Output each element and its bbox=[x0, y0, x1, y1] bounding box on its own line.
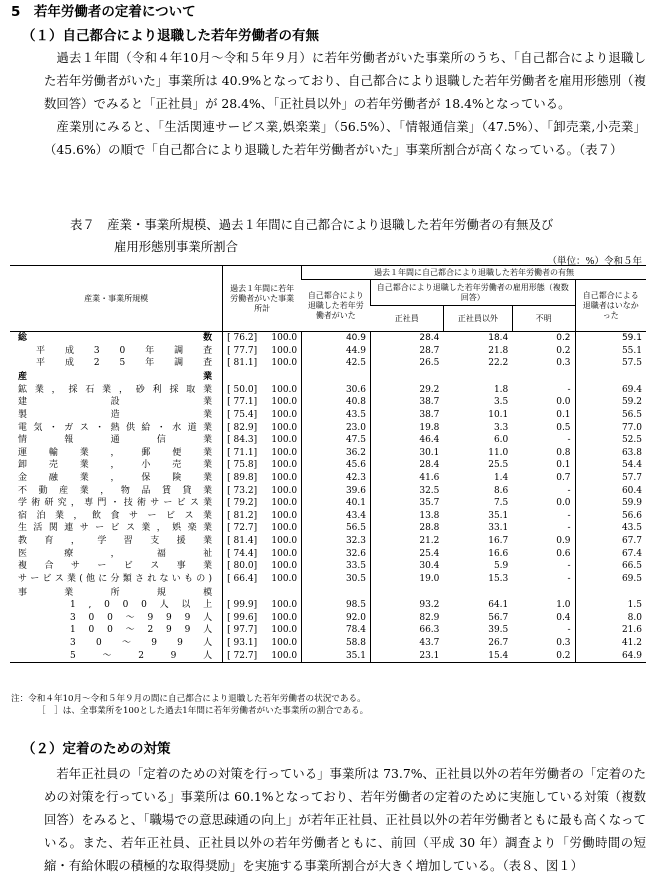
cell-total-value: 100.0 bbox=[271, 625, 298, 636]
cell-none: 57.5 bbox=[621, 358, 642, 369]
cell-total bbox=[223, 409, 302, 422]
cell-bracket: [ 81.1] bbox=[227, 358, 258, 369]
cell-total bbox=[223, 422, 302, 435]
cell-retired: 42.5 bbox=[302, 357, 371, 371]
cell-nonregular: 15.4 bbox=[443, 650, 512, 663]
cell-nonregular: 11.0 bbox=[488, 447, 509, 458]
cell-unknown: 1.0 bbox=[512, 599, 575, 612]
cell-nonregular: 5.9 bbox=[493, 561, 509, 572]
subsection-heading-2: （２）定着のための対策 bbox=[22, 741, 171, 757]
cell-total-value: 100.0 bbox=[271, 472, 298, 483]
cell-unknown: 0.3 bbox=[512, 637, 575, 650]
cell-total-value: 100.0 bbox=[271, 498, 298, 509]
cell-total-value: 100.0 bbox=[271, 561, 298, 572]
table-row bbox=[10, 447, 646, 460]
cell-regular: 35.7 bbox=[419, 498, 440, 509]
cell-unknown: 0.7 bbox=[512, 472, 575, 485]
cell-total-value: 100.0 bbox=[271, 447, 298, 458]
cell-nonregular: 7.5 bbox=[493, 498, 509, 509]
cell-total bbox=[223, 510, 302, 523]
header-nonregular: 正社員以外 bbox=[443, 306, 512, 332]
cell-retired: 33.5 bbox=[302, 560, 371, 573]
cell-total-value: 100.0 bbox=[271, 358, 298, 369]
cell-total bbox=[223, 650, 302, 663]
row-label: 教 育 ， 学 習 支 援 業 bbox=[10, 535, 223, 548]
cell-bracket: [ 66.4] bbox=[227, 573, 258, 584]
row-label: 1 , 0 0 0 人 以 上 bbox=[10, 599, 223, 612]
row-label: 電 気 ・ ガ ス ・ 熱 供 給 ・ 水 道 業 bbox=[10, 422, 223, 435]
cell-total bbox=[223, 624, 302, 637]
cell-regular: 25.4 bbox=[419, 548, 440, 559]
cell-regular: 41.6 bbox=[419, 472, 440, 483]
table-row bbox=[10, 548, 646, 561]
row-label: 3 0 0 ～ 9 9 9 人 bbox=[10, 612, 223, 625]
cell-nonregular: 8.6 bbox=[493, 485, 509, 496]
cell-total-value: 100.0 bbox=[271, 485, 298, 496]
paragraph-1 bbox=[44, 46, 646, 161]
cell-total-value: 100.0 bbox=[271, 460, 298, 471]
cell-unknown: - bbox=[512, 434, 575, 447]
cell-total-value: 100.0 bbox=[271, 638, 298, 649]
cell-retired: 58.8 bbox=[302, 637, 371, 650]
cell-total-value: 100.0 bbox=[271, 422, 298, 433]
cell-retired: 40.8 bbox=[302, 396, 371, 409]
cell-retired: 30.6 bbox=[302, 384, 371, 397]
cell-regular: 28.8 bbox=[419, 523, 440, 534]
subsection-heading-1: （１）自己都合により退職した若年労働者の有無 bbox=[22, 28, 319, 44]
cell-retired: 92.0 bbox=[302, 612, 371, 625]
cell-total-value: 100.0 bbox=[271, 548, 298, 559]
cell-bracket: [ 71.1] bbox=[227, 447, 258, 458]
table-row bbox=[10, 396, 646, 409]
table-row bbox=[10, 332, 646, 345]
cell-unknown: - bbox=[512, 573, 575, 587]
cell-total-value: 100.0 bbox=[271, 409, 298, 420]
cell-nonregular: 21.8 bbox=[488, 345, 509, 356]
cell-bracket: [ 75.8] bbox=[227, 460, 258, 471]
cell-unknown: - bbox=[512, 485, 575, 498]
cell-bracket: [ 80.0] bbox=[227, 561, 258, 572]
cell-regular: 28.4 bbox=[419, 460, 440, 471]
cell-retired: 43.5 bbox=[302, 409, 371, 422]
cell-regular: 93.2 bbox=[419, 600, 440, 611]
cell-nonregular: 26.7 bbox=[488, 638, 509, 649]
table-7 bbox=[10, 265, 646, 663]
cell-unknown: 0.1 bbox=[512, 409, 575, 422]
cell-unknown: - bbox=[512, 624, 575, 637]
cell-none bbox=[575, 587, 646, 600]
cell-regular: 46.4 bbox=[419, 435, 440, 446]
cell-none: 1.5 bbox=[627, 600, 642, 611]
table-row bbox=[10, 637, 646, 650]
cell-none: 64.9 bbox=[575, 650, 646, 663]
row-label: 5 ～ 2 9 人 bbox=[10, 650, 223, 663]
cell-total-value: 100.0 bbox=[271, 345, 298, 356]
table-row bbox=[10, 599, 646, 612]
caption-line-2: 雇用形態別事業所割合 bbox=[114, 239, 238, 254]
unit-label: （単位：%）令和５年 bbox=[547, 256, 642, 267]
cell-bracket: [ 79.2] bbox=[227, 498, 258, 509]
table-row bbox=[10, 650, 646, 663]
cell-bracket: [ 81.4] bbox=[227, 535, 258, 546]
cell-bracket: [ 84.3] bbox=[227, 435, 258, 446]
cell-regular: 82.9 bbox=[419, 612, 440, 623]
cell-nonregular: 3.3 bbox=[493, 422, 509, 433]
cell-unknown: 0.9 bbox=[512, 535, 575, 548]
cell-total bbox=[223, 560, 302, 573]
cell-total bbox=[223, 345, 302, 358]
row-label: 運 輸 業 ， 郵 便 業 bbox=[10, 447, 223, 460]
table-row bbox=[10, 560, 646, 573]
cell-regular: 43.7 bbox=[419, 638, 440, 649]
cell-bracket: [ 99.6] bbox=[227, 612, 258, 623]
table-row bbox=[10, 357, 646, 371]
cell-retired: 32.6 bbox=[302, 548, 371, 561]
cell-none: 69.4 bbox=[621, 384, 642, 395]
cell-bracket: [ 73.2] bbox=[227, 485, 258, 496]
header-total: 過去１年間に若年労働者がいた事業所計 bbox=[223, 266, 302, 332]
cell-bracket: [ 74.4] bbox=[227, 548, 258, 559]
cell-bracket: [ 93.1] bbox=[227, 638, 258, 649]
table-row bbox=[10, 522, 646, 535]
row-label: 鉱 業 ， 採 石 業 ， 砂 利 採 取 業 bbox=[10, 384, 223, 397]
cell-unknown bbox=[512, 587, 575, 600]
cell-none: 54.4 bbox=[621, 460, 642, 471]
cell-regular: 19.8 bbox=[419, 422, 440, 433]
paragraph-1a: 過去１年間（令和４年10月～令和５年９月）に若年労働者がいた事業所のうち、「自己都合により退職した若年労働者がいた」事業所は 40.9%となっており、自己都合により退職した若年労働者を雇用形態別（複数回答）でみると「正社員」が 28.4%、「正社員以外」の若年労働者が 18.4%となっている。 bbox=[44, 50, 646, 111]
cell-bracket: [ 97.7] bbox=[227, 625, 258, 636]
cell-retired: 30.5 bbox=[302, 573, 371, 587]
cell-retired: 40.1 bbox=[302, 497, 371, 510]
cell-total bbox=[223, 472, 302, 485]
cell-regular: 66.3 bbox=[419, 625, 440, 636]
cell-nonregular bbox=[443, 371, 512, 384]
cell-total-value: 100.0 bbox=[271, 573, 298, 584]
cell-total bbox=[223, 535, 302, 548]
cell-regular: 28.4 bbox=[371, 332, 444, 345]
cell-retired: 35.1 bbox=[302, 650, 371, 663]
note-2: ［ ］は、全事業所を100とした過去1年間に若年労働者がいた事業所の割合である。 bbox=[37, 706, 369, 716]
cell-nonregular: 25.5 bbox=[488, 460, 509, 471]
cell-unknown: 0.6 bbox=[512, 548, 575, 561]
cell-none: 77.0 bbox=[621, 422, 642, 433]
cell-none: 57.7 bbox=[621, 472, 642, 483]
cell-unknown bbox=[512, 371, 575, 384]
row-label: 不 動 産 業 ， 物 品 賃 貸 業 bbox=[10, 485, 223, 498]
cell-regular: 28.7 bbox=[419, 345, 440, 356]
cell-total-value: 100.0 bbox=[271, 397, 298, 408]
header-group: 過去１年間に自己都合により退職した若年労働者の有無 bbox=[302, 266, 646, 280]
cell-nonregular: 16.7 bbox=[488, 535, 509, 546]
cell-total-value: 100.0 bbox=[271, 600, 298, 611]
cell-unknown: - bbox=[512, 522, 575, 535]
cell-retired: 78.4 bbox=[302, 624, 371, 637]
paragraph-1b: 産業別にみると、「生活関連サービス業,娯楽業」（56.5%）、「情報通信業」（47.5%）、「卸売業,小売業」（45.6%）の順で「自己都合により退職した若年労働者がいた」事業所割合が高くなっている。（表７） bbox=[44, 119, 646, 157]
cell-total bbox=[223, 497, 302, 510]
cell-nonregular: 1.8 bbox=[493, 384, 509, 395]
table-row bbox=[10, 472, 646, 485]
table-row bbox=[10, 371, 646, 384]
cell-regular: 29.2 bbox=[419, 384, 440, 395]
table-row bbox=[10, 345, 646, 358]
cell-none: 56.5 bbox=[621, 409, 642, 420]
cell-regular bbox=[371, 587, 444, 600]
cell-total bbox=[223, 485, 302, 498]
cell-total bbox=[223, 637, 302, 650]
cell-bracket: [ 99.9] bbox=[227, 600, 258, 611]
cell-total bbox=[223, 447, 302, 460]
cell-bracket: [ 82.9] bbox=[227, 422, 258, 433]
row-label: 製 造 業 bbox=[10, 409, 223, 422]
cell-retired: 32.3 bbox=[302, 535, 371, 548]
cell-retired: 39.6 bbox=[302, 485, 371, 498]
cell-retired bbox=[302, 587, 371, 600]
header-none: 自己都合による退職者はいなかった bbox=[575, 280, 646, 332]
cell-total-value: 100.0 bbox=[271, 333, 298, 343]
cell-nonregular bbox=[443, 587, 512, 600]
cell-retired: 36.2 bbox=[302, 447, 371, 460]
caption-line-1: 表７ 産業・事業所規模、過去１年間に自己都合により退職した若年労働者の有無及び bbox=[70, 217, 554, 232]
cell-regular bbox=[371, 371, 444, 384]
cell-regular: 19.0 bbox=[419, 573, 440, 584]
cell-none: 67.7 bbox=[621, 535, 642, 546]
cell-nonregular: 16.6 bbox=[488, 548, 509, 559]
cell-regular: 38.7 bbox=[419, 397, 440, 408]
cell-nonregular: 33.1 bbox=[488, 523, 509, 534]
cell-unknown: 0.2 bbox=[512, 332, 575, 345]
row-label: 平 成 2 5 年 調 査 bbox=[10, 357, 223, 371]
header-retired: 自己都合により退職した若年労働者がいた bbox=[302, 280, 371, 332]
cell-total-value: 100.0 bbox=[271, 384, 298, 395]
row-label: 宿 泊 業 ， 飲 食 サ ー ビ ス 業 bbox=[10, 510, 223, 523]
row-label: 情 報 通 信 業 bbox=[10, 434, 223, 447]
header-unknown: 不明 bbox=[512, 306, 575, 332]
paragraph-2-text: 若年正社員の「定着のための対策を行っている」事業所は 73.7%、正社員以外の若年労働者の「定着のための対策を行っている」事業所は 60.1%となっており、若年労働者の定着のために実施している対策（複数回答）をみると、「職場での意思疎通の向上」が若年正社員、正社員以外の若年労働者ともに最も高くなっている。また、若年正社員、正社員以外の若年労働者ともに、前回（平成 30 年）調査より「労働時間の短縮・有給休暇の積極的な取得奨励」を実施する事業所割合が大きく増加している。（表８、図１） bbox=[44, 766, 646, 873]
cell-nonregular: 15.3 bbox=[488, 573, 509, 584]
cell-unknown: - bbox=[512, 560, 575, 573]
cell-regular: 21.2 bbox=[419, 535, 440, 546]
cell-regular: 23.1 bbox=[371, 650, 444, 663]
table-row bbox=[10, 587, 646, 600]
cell-bracket: [ 76.2] bbox=[227, 333, 258, 343]
cell-none: 56.6 bbox=[621, 510, 642, 521]
table-caption bbox=[70, 214, 630, 258]
cell-none: 52.5 bbox=[621, 435, 642, 446]
cell-nonregular: 18.4 bbox=[443, 332, 512, 345]
cell-total bbox=[223, 357, 302, 371]
cell-nonregular: 10.1 bbox=[488, 409, 509, 420]
cell-bracket: [ 81.2] bbox=[227, 510, 258, 521]
cell-regular: 38.7 bbox=[419, 409, 440, 420]
row-label: 複 合 サ ー ビ ス 事 業 bbox=[10, 560, 223, 573]
cell-unknown: 0.1 bbox=[512, 459, 575, 472]
cell-unknown: 0.3 bbox=[512, 357, 575, 371]
row-label: サ ー ビ ス 業 ( 他 に 分 類 さ れ な い も の ) bbox=[10, 573, 223, 587]
cell-unknown: 0.5 bbox=[512, 422, 575, 435]
cell-none: 60.4 bbox=[621, 485, 642, 496]
cell-unknown: 0.2 bbox=[512, 650, 575, 663]
table-row bbox=[10, 510, 646, 523]
row-label: 3 0 ～ 9 9 人 bbox=[10, 637, 223, 650]
cell-unknown: 0.2 bbox=[512, 345, 575, 358]
header-subgroup: 自己都合により退職した若年労働者の雇用形態（複数回答） bbox=[371, 280, 576, 306]
table-row bbox=[10, 459, 646, 472]
cell-bracket: [ 77.7] bbox=[227, 345, 258, 356]
cell-total bbox=[223, 522, 302, 535]
cell-none: 63.8 bbox=[621, 447, 642, 458]
row-label: 生 活 関 連 サ ー ビ ス 業 ， 娯 楽 業 bbox=[10, 522, 223, 535]
row-label: 産 業 bbox=[10, 371, 223, 384]
cell-unknown: - bbox=[512, 384, 575, 397]
row-label: 事 業 所 規 模 bbox=[10, 587, 223, 600]
cell-total bbox=[223, 332, 302, 345]
cell-nonregular: 64.1 bbox=[488, 600, 509, 611]
cell-unknown: 0.0 bbox=[512, 396, 575, 409]
cell-none: 69.5 bbox=[621, 573, 642, 584]
cell-unknown: 0.4 bbox=[512, 612, 575, 625]
cell-total bbox=[223, 434, 302, 447]
cell-nonregular: 6.0 bbox=[493, 435, 509, 446]
cell-total bbox=[223, 587, 302, 600]
cell-total bbox=[223, 371, 302, 384]
table-row bbox=[10, 535, 646, 548]
table-row bbox=[10, 434, 646, 447]
table-row bbox=[10, 624, 646, 637]
table-row bbox=[10, 573, 646, 587]
cell-total-value: 100.0 bbox=[271, 535, 298, 546]
cell-none: 55.1 bbox=[621, 345, 642, 356]
cell-none: 59.2 bbox=[621, 397, 642, 408]
row-label: 平 成 3 0 年 調 査 bbox=[10, 345, 223, 358]
cell-nonregular: 39.5 bbox=[488, 625, 509, 636]
cell-bracket: [ 75.4] bbox=[227, 409, 258, 420]
cell-retired: 45.6 bbox=[302, 459, 371, 472]
cell-total bbox=[223, 548, 302, 561]
table-row bbox=[10, 409, 646, 422]
row-label: 卸 売 業 ， 小 売 業 bbox=[10, 459, 223, 472]
cell-regular: 26.5 bbox=[419, 358, 440, 369]
cell-nonregular: 35.1 bbox=[488, 510, 509, 521]
cell-nonregular: 3.5 bbox=[493, 397, 509, 408]
cell-bracket: [ 72.7] bbox=[227, 523, 258, 534]
table-row bbox=[10, 485, 646, 498]
cell-retired: 56.5 bbox=[302, 522, 371, 535]
table-row bbox=[10, 497, 646, 510]
cell-none: 21.6 bbox=[621, 625, 642, 636]
row-label: 建 設 業 bbox=[10, 396, 223, 409]
cell-nonregular: 1.4 bbox=[493, 472, 509, 483]
cell-unknown: 0.0 bbox=[512, 497, 575, 510]
section-title: 5 若年労働者の定着について bbox=[11, 4, 196, 20]
table-row bbox=[10, 612, 646, 625]
cell-total-value: 100.0 bbox=[271, 650, 298, 661]
table-row bbox=[10, 422, 646, 435]
cell-none: 43.5 bbox=[621, 523, 642, 534]
row-label: 学 術 研 究 ， 専 門 ・ 技 術 サ ー ビ ス 業 bbox=[10, 497, 223, 510]
cell-bracket: [ 72.7] bbox=[227, 650, 258, 661]
cell-retired: 40.9 bbox=[302, 332, 371, 345]
cell-total bbox=[223, 459, 302, 472]
cell-none: 8.0 bbox=[627, 612, 642, 623]
cell-regular: 30.1 bbox=[419, 447, 440, 458]
table-notes bbox=[11, 693, 368, 717]
cell-total bbox=[223, 612, 302, 625]
cell-bracket: [ 77.1] bbox=[227, 397, 258, 408]
cell-retired bbox=[302, 371, 371, 384]
cell-none: 59.1 bbox=[575, 332, 646, 345]
cell-none bbox=[575, 371, 646, 384]
cell-total bbox=[223, 384, 302, 397]
cell-bracket: [ 50.0] bbox=[227, 384, 258, 395]
cell-total bbox=[223, 573, 302, 587]
cell-total-value: 100.0 bbox=[271, 510, 298, 521]
row-label: 総 数 bbox=[10, 332, 223, 345]
cell-total bbox=[223, 599, 302, 612]
cell-total-value: 100.0 bbox=[271, 612, 298, 623]
cell-total bbox=[223, 396, 302, 409]
cell-nonregular: 22.2 bbox=[488, 358, 509, 369]
cell-none: 59.9 bbox=[621, 498, 642, 509]
paragraph-2 bbox=[44, 762, 646, 877]
cell-unknown: - bbox=[512, 510, 575, 523]
cell-retired: 44.9 bbox=[302, 345, 371, 358]
cell-total-value: 100.0 bbox=[271, 523, 298, 534]
row-label: 医 療 ， 福 祉 bbox=[10, 548, 223, 561]
row-label: 金 融 業 ， 保 険 業 bbox=[10, 472, 223, 485]
cell-unknown: 0.8 bbox=[512, 447, 575, 460]
row-label: 1 0 0 ～ 2 9 9 人 bbox=[10, 624, 223, 637]
cell-nonregular: 56.7 bbox=[488, 612, 509, 623]
note-1: 注：令和４年10月～令和５年９月の間に自己都合により退職した若年労働者の状況である。 bbox=[11, 694, 366, 704]
cell-regular: 32.5 bbox=[419, 485, 440, 496]
cell-retired: 43.4 bbox=[302, 510, 371, 523]
cell-retired: 42.3 bbox=[302, 472, 371, 485]
cell-none: 67.4 bbox=[621, 548, 642, 559]
cell-regular: 30.4 bbox=[419, 561, 440, 572]
cell-none: 66.5 bbox=[621, 561, 642, 572]
cell-retired: 47.5 bbox=[302, 434, 371, 447]
cell-retired: 23.0 bbox=[302, 422, 371, 435]
cell-bracket: [ 89.8] bbox=[227, 472, 258, 483]
cell-retired: 98.5 bbox=[302, 599, 371, 612]
header-regular: 正社員 bbox=[371, 306, 444, 332]
cell-none: 41.2 bbox=[621, 638, 642, 649]
table-row bbox=[10, 384, 646, 397]
header-row-label: 産業・事業所規模 bbox=[10, 266, 223, 332]
cell-total-value: 100.0 bbox=[271, 435, 298, 446]
cell-regular: 13.8 bbox=[419, 510, 440, 521]
